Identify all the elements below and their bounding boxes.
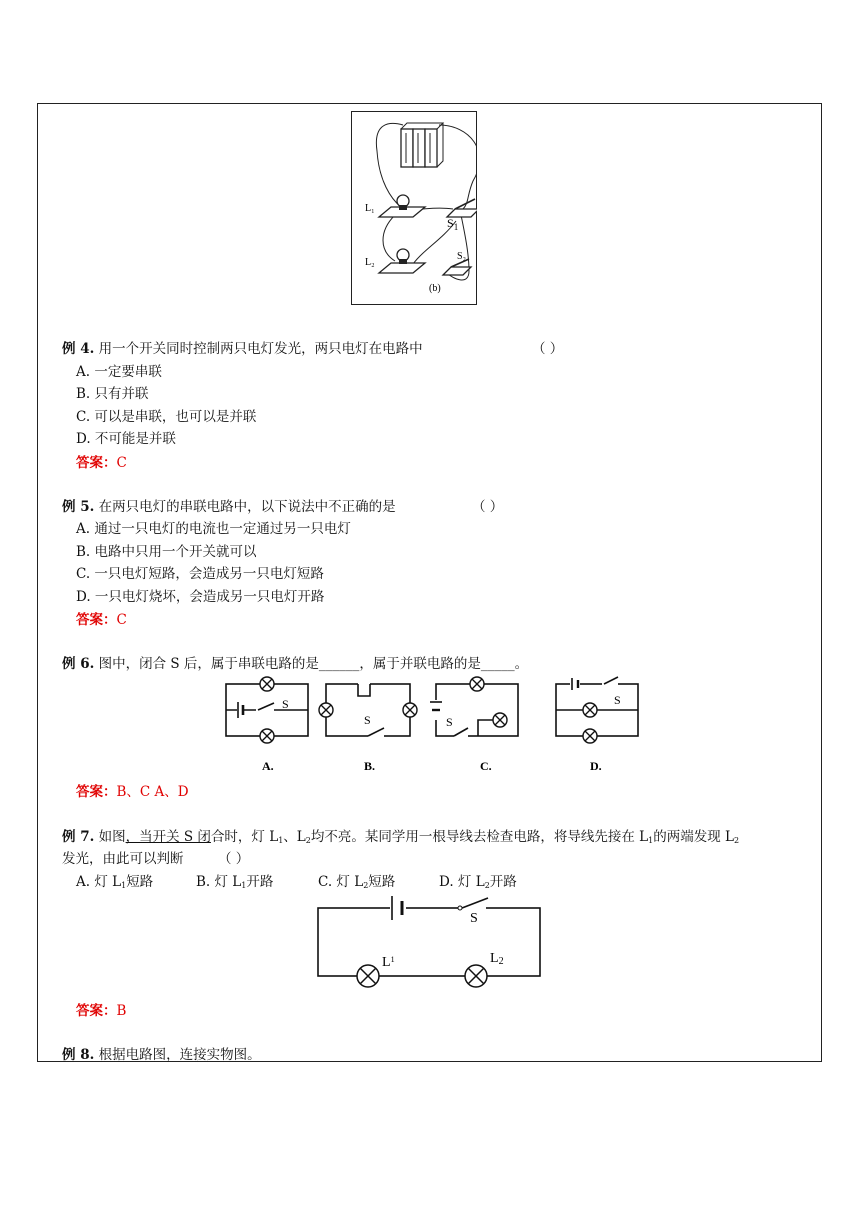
q7-answer-value: B bbox=[116, 1003, 127, 1019]
q5-question bbox=[62, 495, 396, 515]
q7-paren: （ ） bbox=[218, 851, 250, 867]
q6-label: 例 6. bbox=[62, 656, 95, 672]
q6-question bbox=[62, 652, 528, 672]
q7-answer bbox=[76, 999, 126, 1019]
fig-b-caption: (b) bbox=[429, 283, 441, 294]
q7-question-line1 bbox=[62, 825, 739, 845]
q4-question bbox=[62, 337, 423, 357]
q7-sub-2a: 2 bbox=[305, 836, 311, 845]
q7-option-a bbox=[76, 870, 153, 890]
fig-b-L2-label: L₂ bbox=[365, 257, 375, 268]
q7-option-b-sub: 1 bbox=[241, 881, 247, 890]
q7-label: 例 7. bbox=[62, 829, 95, 845]
fig-b-S1-label: $S_1$ bbox=[447, 216, 459, 232]
q4-paren: （ ） bbox=[532, 341, 564, 357]
q4-option-a: A. 一定要串联 bbox=[76, 364, 162, 380]
q4-option-b: B. 只有并联 bbox=[76, 386, 149, 402]
q7-option-d-tail: 开路 bbox=[489, 874, 517, 890]
q7-option-c-tail: 短路 bbox=[368, 874, 396, 890]
q5-option-d: D. 一只电灯烧坏，会造成另一只电灯开路 bbox=[76, 589, 325, 605]
q7-text-c: 合时，灯 L bbox=[210, 829, 279, 845]
q5-option-a: A. 通过一只电灯的电流也一定通过另一只电灯 bbox=[76, 521, 351, 537]
q6-fig-b-switch-label: S bbox=[364, 713, 371, 727]
q5-label: 例 5. bbox=[62, 499, 95, 515]
fig-b-L1-label: L₁ bbox=[365, 203, 375, 214]
q6-fig-d-label: D. bbox=[590, 759, 602, 773]
q4-answer-value: C bbox=[116, 455, 127, 471]
q7-text-e: 均不亮。某同学用一根导线去检查电路，将导线先接在 L bbox=[310, 829, 649, 845]
q6-fig-a-switch-label: S bbox=[282, 697, 289, 711]
q4-option-d: D. 不可能是并联 bbox=[76, 431, 176, 447]
q7-fig-switch-label: S bbox=[470, 911, 478, 926]
q6-answer-label: 答案： bbox=[76, 784, 117, 800]
q7-sub-1a: 1 bbox=[278, 836, 284, 845]
q5-text: 在两只电灯的串联电路中，以下说法中不正确的是 bbox=[98, 499, 396, 515]
q7-option-a-text: A. 灯 L bbox=[76, 874, 122, 890]
q6-text: 图中，闭合 S 后，属于串联电路的是______，属于并联电路的是_____。 bbox=[98, 656, 529, 672]
q4-option-c: C. 可以是串联，也可以是并联 bbox=[76, 409, 257, 425]
q6-fig-b-label: B. bbox=[364, 759, 376, 773]
q7-option-c-text: C. 灯 L bbox=[318, 874, 364, 890]
q5-paren: （ ） bbox=[472, 499, 504, 515]
q7-question-line2 bbox=[62, 847, 184, 867]
q7-sub-1b: 1 bbox=[648, 836, 654, 845]
q7-option-d bbox=[439, 870, 517, 890]
q6-answer-value: B、C A、D bbox=[116, 784, 189, 800]
q4-label: 例 4. bbox=[62, 341, 95, 357]
q5-option-c: C. 一只电灯短路，会造成另一只电灯短路 bbox=[76, 566, 324, 582]
q7-text-b: ，当开关 S 闭 bbox=[125, 829, 211, 845]
q6-circuit-figures bbox=[218, 672, 648, 778]
q7-option-c-sub: 2 bbox=[363, 881, 369, 890]
q4-text: 用一个开关同时控制两只电灯发光，两只电灯在电路中 bbox=[98, 341, 423, 357]
q6-fig-c-switch-label: S bbox=[446, 715, 453, 729]
q7-text-f: 的两端发现 L bbox=[653, 829, 734, 845]
q7-option-b bbox=[196, 870, 273, 890]
q7-sub-2b: 2 bbox=[733, 836, 740, 845]
q6-answer bbox=[76, 780, 189, 800]
q7-answer-label: 答案： bbox=[76, 1003, 117, 1019]
q5-answer-value: C bbox=[116, 612, 127, 628]
q4-answer-label: 答案： bbox=[76, 455, 117, 471]
q5-answer-label: 答案： bbox=[76, 612, 117, 628]
q7-option-d-text: D. 灯 L bbox=[439, 874, 485, 890]
q7-line2-text: 发光，由此可以判断 bbox=[62, 851, 184, 867]
q6-fig-d-switch-label: S bbox=[614, 693, 621, 707]
q7-option-b-text: B. 灯 L bbox=[196, 874, 242, 890]
q8-label: 例 8. bbox=[62, 1047, 95, 1063]
q7-text-d: 、L bbox=[283, 829, 306, 845]
q7-option-d-sub: 2 bbox=[484, 881, 490, 890]
q6-fig-a-label: A. bbox=[262, 759, 274, 773]
q8-question bbox=[62, 1043, 261, 1063]
q7-fig-L2-label: L2 bbox=[490, 951, 504, 967]
figure-b-physical-circuit bbox=[351, 111, 477, 305]
q7-option-a-tail: 短路 bbox=[126, 874, 154, 890]
q8-text: 根据电路图，连接实物图。 bbox=[98, 1047, 261, 1063]
q7-fig-L1-label: $L^1$ bbox=[382, 955, 395, 970]
q7-circuit-figure bbox=[310, 890, 546, 990]
q7-option-a-sub: 1 bbox=[121, 881, 127, 890]
q5-option-b: B. 电路中只用一个开关就可以 bbox=[76, 544, 257, 560]
fig-b-S2-label: S₂ bbox=[457, 251, 467, 262]
q7-option-b-tail: 开路 bbox=[246, 874, 274, 890]
q5-answer bbox=[76, 608, 127, 628]
q4-answer bbox=[76, 451, 127, 471]
q7-text-a: 如图 bbox=[98, 829, 126, 845]
q6-fig-c-label: C. bbox=[480, 759, 492, 773]
q7-option-c bbox=[318, 870, 395, 890]
